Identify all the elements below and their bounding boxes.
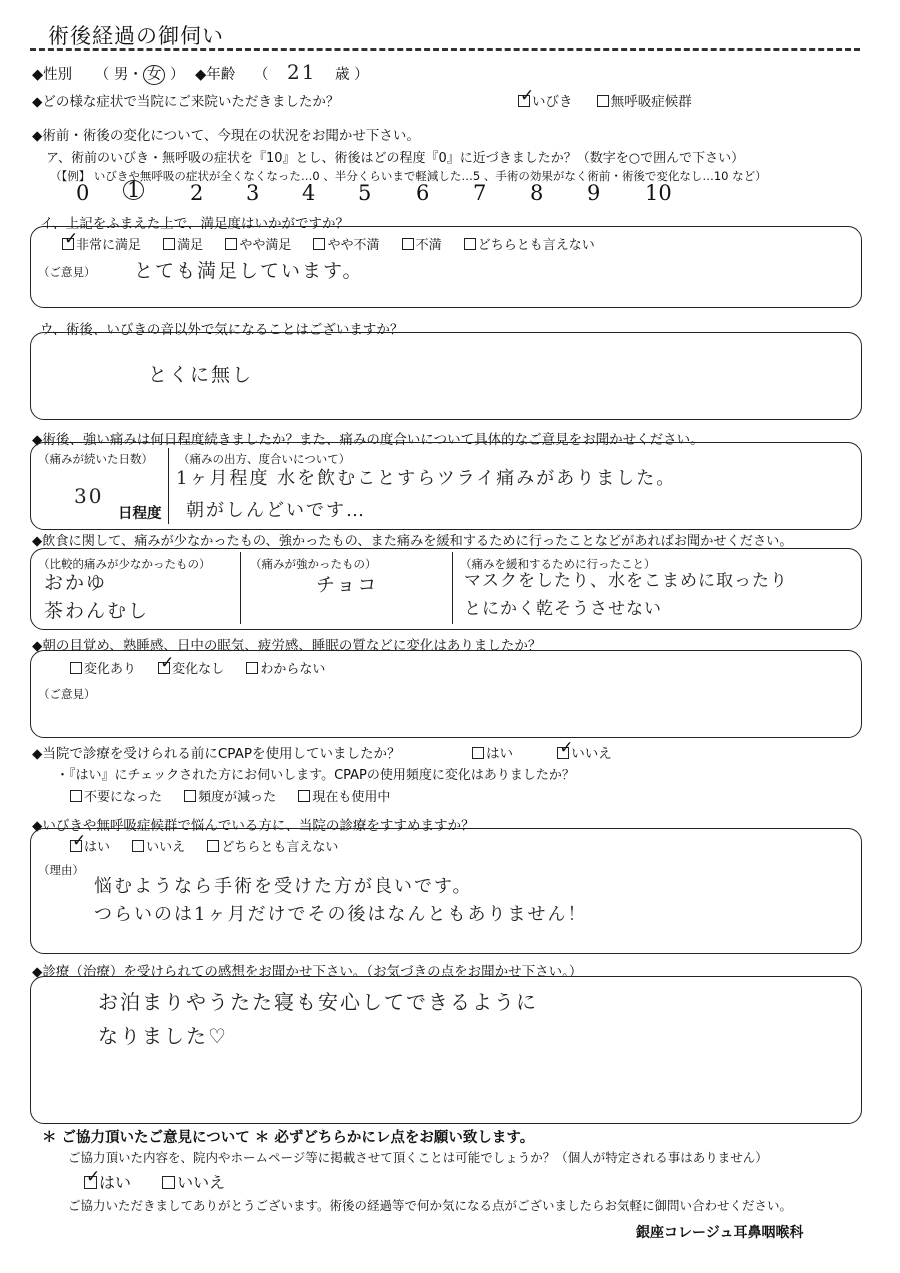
impression-comment-line-2[interactable]: なりました♡ [98, 1024, 228, 1048]
recommend-neutral-checkbox[interactable] [207, 840, 219, 852]
gender-row [32, 60, 369, 85]
example-open-paren: （ [50, 169, 62, 183]
cpap-reduced-checkbox[interactable] [184, 790, 196, 802]
pain-detail-line-2[interactable]: 朝がしんどいです… [186, 500, 366, 521]
example-text: 【例】 いびきや無呼吸の症状が全くなくなった…0 、半分くらいまで軽減した…5 、手術の効果がなく術前・術後で変化なし…10 など） [61, 169, 767, 183]
food-strong-item[interactable]: チョコ [316, 574, 379, 596]
food-divider-1 [240, 552, 241, 624]
symptom-snoring-label: いびき [532, 94, 573, 110]
scale-6[interactable]: 6 [416, 181, 430, 205]
gender-label: ◆性別 [32, 67, 73, 83]
scale-3[interactable]: 3 [246, 181, 260, 205]
consent-yes-label: はい [99, 1173, 132, 1192]
pain-days-unit: 日程度 [118, 506, 162, 522]
cpap-follow-options [70, 786, 390, 805]
gender-open-paren: （ [94, 67, 110, 83]
symptom-snoring-checkbox[interactable] [518, 95, 530, 107]
gender-female-option[interactable]: 女 [143, 65, 166, 85]
recommend-option-label: はい [84, 840, 111, 855]
morning-question: ◆朝の目覚め、熟睡感、日中の眠気、疲労感、睡眠の質などに変化はありましたか？ [32, 638, 542, 654]
consent-no-label: いいえ [177, 1173, 226, 1192]
clinic-name: 銀座コレージュ耳鼻咽喉科 [636, 1225, 804, 1241]
morning-option-label: わからない [260, 662, 326, 677]
scale-1-selected[interactable]: 1 [123, 180, 144, 200]
satisfaction-option-label: 不満 [415, 238, 442, 253]
recommend-yes-checkbox[interactable] [70, 840, 82, 852]
age-unit: 歳 [335, 67, 350, 83]
food-less-item-1[interactable]: おかゆ [44, 572, 108, 594]
scale-4[interactable]: 4 [302, 181, 316, 205]
recommend-reason-line-2[interactable]: つらいのは1ヶ月だけでその後はなんともありません！ [94, 904, 588, 925]
consent-yes-checkbox[interactable] [84, 1176, 97, 1189]
age-label: ◆年齢 [195, 67, 236, 83]
cpap-still-using-checkbox[interactable] [298, 790, 310, 802]
age-close-paren: ） [354, 67, 369, 83]
change-scale [0, 178, 900, 209]
consent-heading: ＊ ご協力頂いたご意見について ＊ 必ずどちらかにレ点をお願い致します。 [42, 1130, 535, 1146]
recommend-option-label: どちらとも言えない [221, 840, 339, 855]
pain-days-value[interactable]: 30 [74, 484, 104, 508]
age-open-paren: （ [253, 67, 269, 83]
pain-days-label: （痛みが続いた日数） [38, 452, 153, 466]
recommend-no-checkbox[interactable] [132, 840, 144, 852]
cpap-question: ◆当院で診療を受けられる前にCPAPを使用していましたか？ [32, 746, 401, 762]
consent-no-checkbox[interactable] [162, 1176, 175, 1189]
food-less-label: （比較的痛みが少なかったもの） [38, 557, 211, 571]
recommend-options [70, 836, 338, 855]
page-title: 術後経過の御伺い [48, 24, 224, 48]
morning-option-label: 変化なし [172, 662, 225, 677]
cpap-unnecessary-checkbox[interactable] [70, 790, 82, 802]
cpap-yes-label: はい [486, 746, 513, 762]
satisfaction-opinion-label: （ご意見） [38, 265, 96, 279]
satisfaction-option-label: どちらとも言えない [477, 238, 595, 253]
concern-question: ウ、術後、いびきの音以外で気になることはございますか？ [40, 322, 404, 338]
satisfaction-very-satisfied-checkbox[interactable] [62, 238, 74, 250]
satisfaction-option-label: やや不満 [327, 238, 380, 253]
satisfaction-neutral-checkbox[interactable] [464, 238, 476, 250]
cpap-follow-question: ・『はい』にチェックされた方にお伺いします。CPAPの使用頻度に変化はありましたか？ [56, 768, 575, 783]
morning-option-label: 変化あり [84, 662, 137, 677]
food-strong-label: （痛みが強かったもの） [250, 557, 377, 571]
impression-comment-line-1[interactable]: お泊まりやうたた寝も安心してできるように [98, 990, 538, 1014]
scale-2[interactable]: 2 [190, 181, 204, 205]
title-divider [30, 48, 860, 51]
symptoms-options [518, 90, 692, 110]
concern-comment[interactable]: とくに無し [148, 364, 254, 386]
symptom-apnea-checkbox[interactable] [597, 95, 609, 107]
morning-no-change-checkbox[interactable] [158, 662, 170, 674]
impression-question: ◆診療（治療）を受けられての感想をお聞かせ下さい。（お気づきの点をお聞かせ下さい。） [32, 964, 583, 980]
thanks-message: ご協力いただきましてありがとうございます。術後の経過等で何か気になる点がございましたらお気軽に御問い合わせください。 [68, 1198, 793, 1213]
symptom-apnea-label: 無呼吸症候群 [610, 94, 692, 110]
scale-9[interactable]: 9 [587, 181, 601, 205]
cpap-options [472, 742, 612, 762]
cpap-no-label: いいえ [571, 746, 612, 762]
food-relief-label: （痛みを緩和するために行ったこと） [460, 557, 656, 571]
cpap-option-label: 不要になった [84, 790, 163, 805]
cpap-option-label: 頻度が減った [198, 790, 277, 805]
consent-options [84, 1170, 225, 1193]
change-question-a: ア、術前のいびき・無呼吸の症状を『10』とし、術後はどの程度『0』に近づきましたか？（数字を○で囲んで下さい） [46, 151, 745, 166]
scale-7[interactable]: 7 [473, 181, 487, 205]
satisfaction-comment[interactable]: とても満足しています。 [134, 260, 364, 282]
satisfaction-somewhat-satisfied-checkbox[interactable] [225, 238, 237, 250]
food-question: ◆飲食に関して、痛みが少なかったもの、強かったもの、また痛みを緩和するために行ったことなどがあればお聞かせください。 [32, 534, 793, 549]
satisfaction-option-label: 非常に満足 [76, 238, 142, 253]
pain-detail-label: （痛みの出方、度合いについて） [178, 452, 351, 466]
consent-question: ご協力頂いた内容を、院内やホームページ等に掲載させて頂くことは可能でしょうか？（個人が特定される事はありません） [68, 1150, 768, 1165]
pain-detail-line-1[interactable]: 1ヶ月程度 水を飲むことすらツライ痛みがありました。 [176, 468, 677, 489]
satisfaction-dissatisfied-checkbox[interactable] [402, 238, 414, 250]
scale-0[interactable]: 0 [76, 181, 90, 205]
morning-options [70, 658, 325, 677]
satisfaction-options [62, 234, 595, 253]
satisfaction-option-label: やや満足 [239, 238, 292, 253]
scale-5[interactable]: 5 [358, 181, 372, 205]
satisfaction-option-label: 満足 [177, 238, 204, 253]
gender-close-paren: ） [169, 67, 185, 83]
food-relief-item-2[interactable]: とにかく乾そうさせない [464, 599, 662, 619]
scale-8[interactable]: 8 [530, 181, 544, 205]
gender-separator: ・ [128, 67, 143, 83]
recommend-reason-line-1[interactable]: 悩むようなら手術を受けた方が良いです。 [94, 876, 473, 897]
satisfaction-somewhat-dissatisfied-checkbox[interactable] [313, 238, 325, 250]
morning-opinion-label: （ご意見） [38, 687, 96, 701]
cpap-yes-checkbox[interactable] [472, 747, 484, 759]
food-less-item-2[interactable]: 茶わんむし [44, 600, 150, 622]
recommend-reason-label: （理由） [38, 863, 84, 877]
morning-unknown-checkbox[interactable] [246, 662, 258, 674]
cpap-no-checkbox[interactable] [557, 747, 569, 759]
recommend-question: ◆いびきや無呼吸症候群で悩んでいる方に、当院の診療をすすめますか？ [32, 818, 475, 834]
satisfaction-question: イ、上記をふまえた上で、満足度はいかがですか？ [40, 216, 350, 232]
symptoms-question: ◆どの様な症状で当院にご来院いただきましたか？ [32, 94, 340, 110]
scale-10[interactable]: 10 [645, 181, 672, 205]
morning-changed-checkbox[interactable] [70, 662, 82, 674]
cpap-option-label: 現在も使用中 [312, 790, 391, 805]
age-value[interactable]: 21 [286, 60, 317, 84]
pain-divider [168, 448, 169, 524]
food-relief-item-1[interactable]: マスクをしたり、水をこまめに取ったり [464, 571, 788, 591]
satisfaction-satisfied-checkbox[interactable] [163, 238, 175, 250]
change-question: ◆術前・術後の変化について、今現在の状況をお聞かせ下さい。 [32, 128, 420, 144]
recommend-option-label: いいえ [146, 840, 186, 855]
pain-question: ◆術後、強い痛みは何日程度続きましたか？また、痛みの度合いについて具体的なご意見をお聞かせください。 [32, 432, 704, 448]
food-divider-2 [452, 552, 453, 624]
gender-male-option[interactable]: 男 [113, 67, 129, 83]
